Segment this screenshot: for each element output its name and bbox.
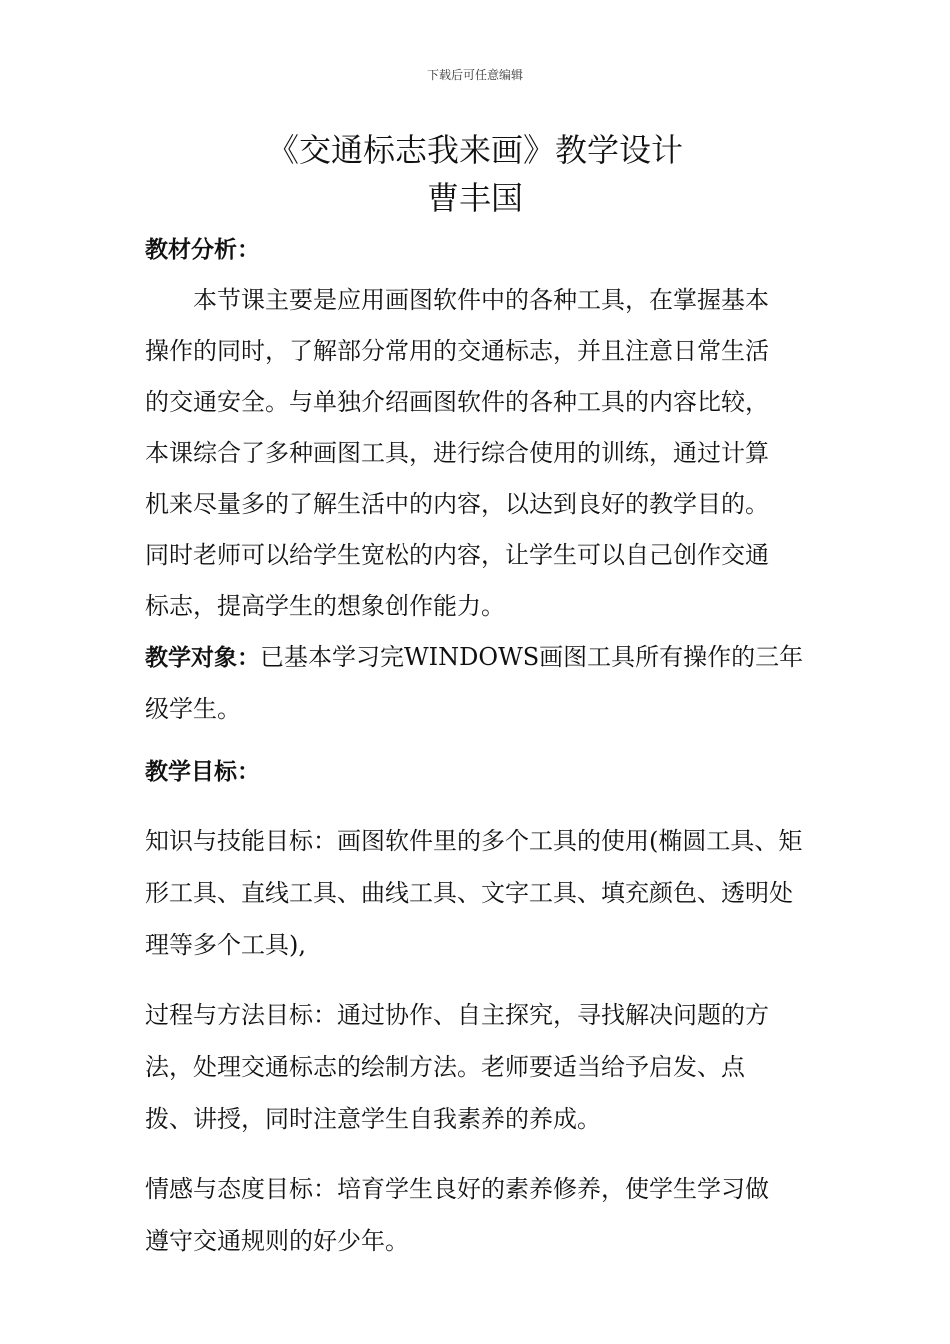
document-title: 《交通标志我来画》教学设计 [266,131,683,169]
teaching-target-heading: 教学对象： [145,645,260,671]
knowledge-skill-goal: 知识与技能目标：画图软件里的多个工具的使用(椭圆工具、矩形工具、直线工具、曲线工具、文字工具、填充颜色、透明处理等多个工具), [145,827,803,959]
emotion-attitude-goal: 情感与态度目标：培育学生良好的素养修养，使学生学习做遵守交通规则的好少年。 [145,1175,769,1255]
document-body [145,225,810,1267]
process-method-goal: 过程与方法目标：通过协作、自主探究，寻找解决问题的方法，处理交通标志的绘制方法。老师要适当给予启发、点拨、讲授，同时注意学生自我素养的养成。 [145,1001,769,1133]
teaching-goals-heading: 教学目标： [145,759,260,785]
teaching-target-block [145,632,810,735]
material-analysis-paragraph: 本节课主要是应用画图软件中的各种工具，在掌握基本操作的同时，了解部分常用的交通标志，并且注意日常生活的交通安全。与单独介绍画图软件的各种工具的内容比较，本课综合了多种画图工具，进行综合使用的训练，通过计算机来尽量多的了解生活中的内容，以达到良好的教学目的。同时老师可以给学生宽松的内容，让学生可以自己创作交通标志，提高学生的想象创作能力。 [145,286,769,620]
teaching-target-text: 已基本学习完WINDOWS画图工具所有操作的三年级学生。 [145,643,804,723]
document-author: 曹丰国 [426,179,523,217]
header-note: 下载后可任意编辑 [426,68,523,82]
material-analysis-heading: 教材分析： [145,237,260,263]
